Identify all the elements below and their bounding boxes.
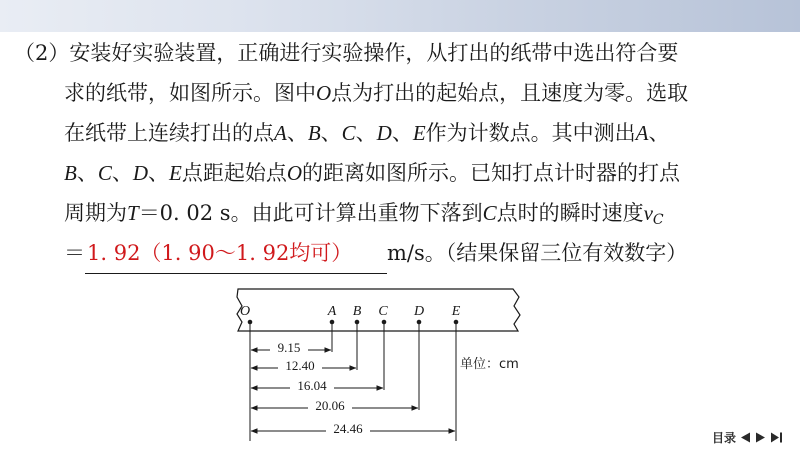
menu-button[interactable]: 目录 xyxy=(712,430,737,445)
nav-controls xyxy=(712,428,783,446)
label-A: A xyxy=(327,304,337,319)
label-C: C xyxy=(378,304,388,319)
problem-line-6: ＝1. 92（1. 90～1. 92均可） m/s。（结果保留三位有效数字） xyxy=(14,233,794,273)
label-E: E xyxy=(451,304,461,319)
dist-OD: 20.06 xyxy=(315,398,345,413)
dist-OB: 12.40 xyxy=(285,358,315,373)
dist-OE: 24.46 xyxy=(333,421,363,436)
label-D: D xyxy=(413,304,425,319)
problem-line-2: 求的纸带，如图所示。图中O点为打出的起始点，且速度为零。选取 xyxy=(64,81,689,105)
label-B: B xyxy=(352,304,362,319)
next-arrow-icon[interactable] xyxy=(755,432,766,443)
answer-blank xyxy=(85,233,387,274)
problem-line-5: 周期为T＝0. 02 s。由此可计算出重物下落到C点时的瞬时速度$v_C$ xyxy=(64,201,664,228)
dist-OC: 16.04 xyxy=(297,378,327,393)
problem-line-3: 在纸带上连续打出的点A、B、C、D、E作为计数点。其中测出A、 xyxy=(64,121,670,145)
answer-text: 1. 92（1. 90～1. 92均可） xyxy=(87,241,353,265)
header-band xyxy=(0,0,800,32)
problem-line-1: （2）安装好实验装置，正确进行实验操作，从打出的纸带中选出符合要 xyxy=(14,41,679,65)
problem-text xyxy=(14,33,794,273)
last-page-icon[interactable] xyxy=(770,432,783,443)
tape-diagram xyxy=(228,284,528,446)
label-O: O xyxy=(239,304,251,319)
part-label: （2） xyxy=(14,41,70,65)
problem-line-4: B、C、D、E点距起始点O的距离如图所示。已知打点计时器的打点 xyxy=(64,161,681,185)
prev-arrow-icon[interactable] xyxy=(740,432,751,443)
unit-label: 单位：cm xyxy=(460,357,519,372)
dist-OA: 9.15 xyxy=(277,340,301,355)
